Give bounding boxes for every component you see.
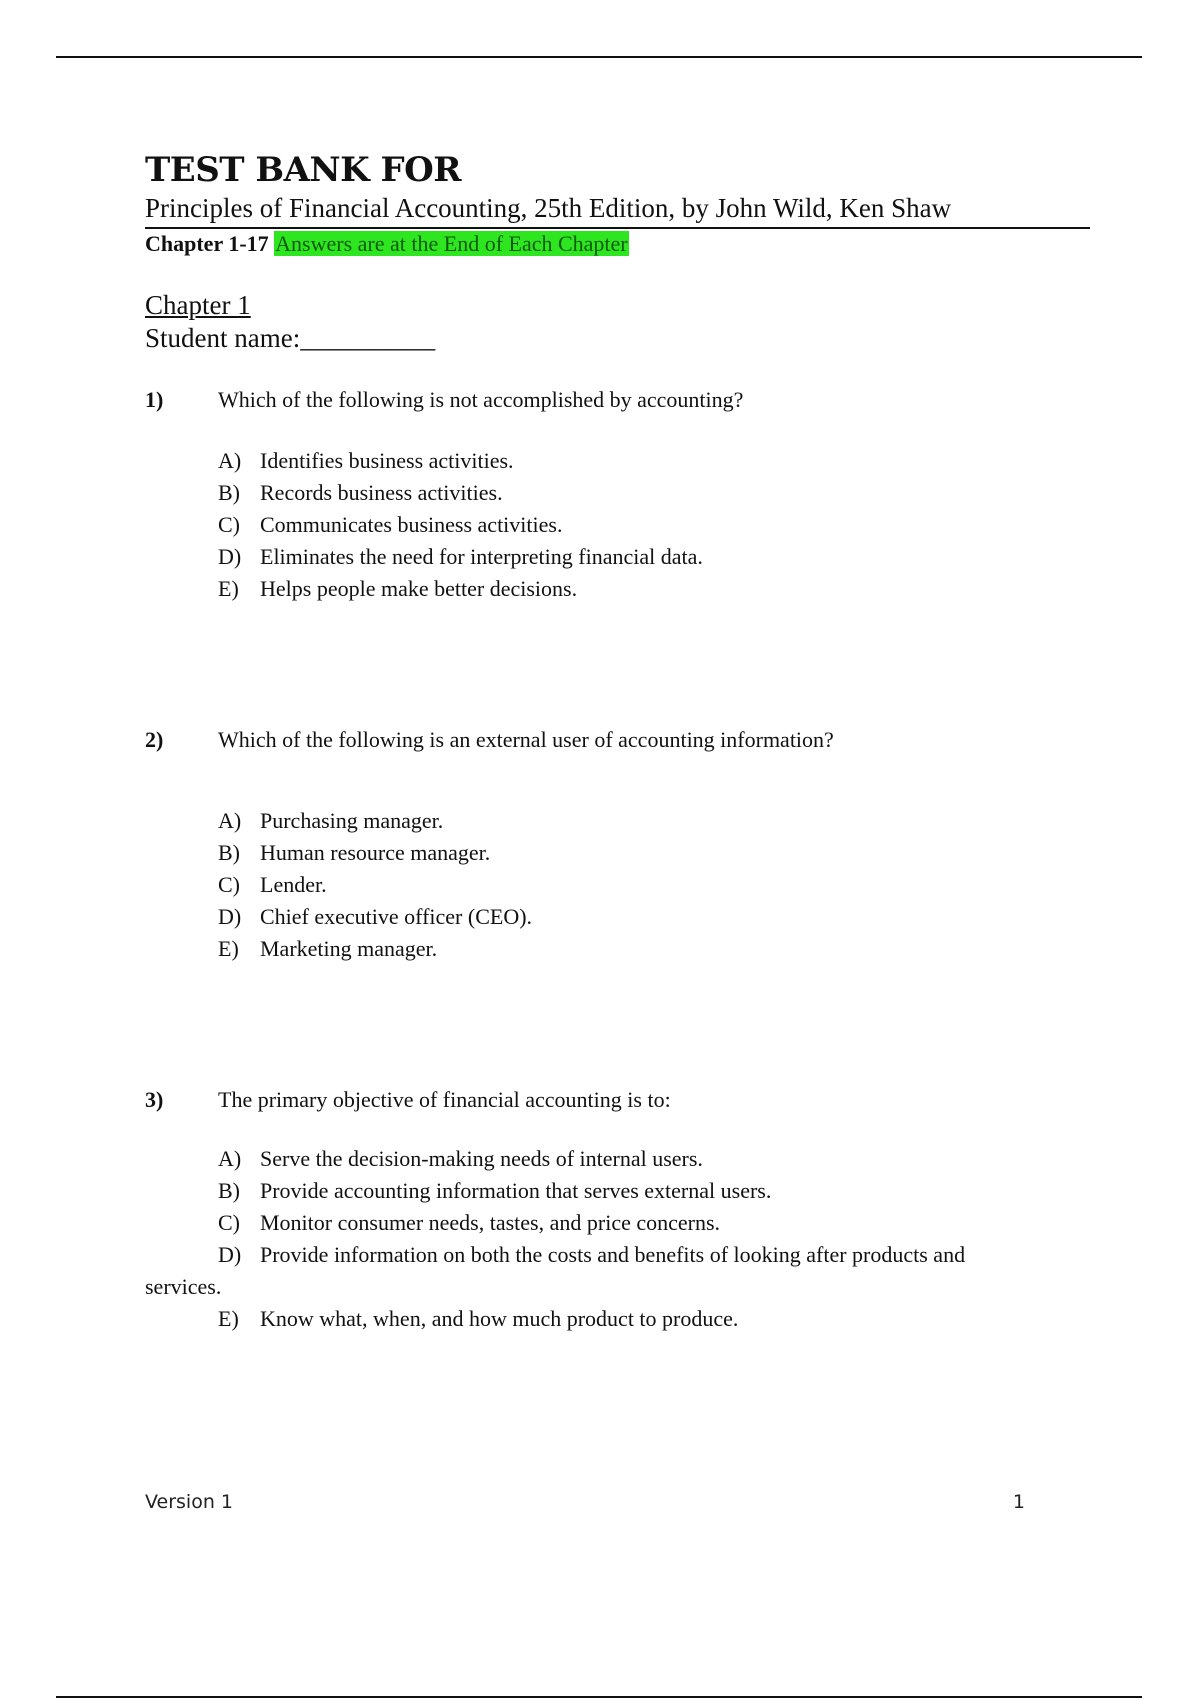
option-letter: E) <box>218 576 239 601</box>
option-letter: C) <box>218 1210 240 1235</box>
question-2 <box>145 725 1090 965</box>
option-letter: C) <box>218 512 240 537</box>
option-d <box>145 1239 1090 1271</box>
option-text: Provide information on both the costs and benefits of looking after products and <box>260 1242 966 1267</box>
student-name-line: Student name:__________ <box>145 323 436 353</box>
question-text: Which of the following is not accomplished by accounting? <box>218 387 744 412</box>
option-letter: B) <box>218 480 240 505</box>
question-number: 3) <box>145 1087 164 1112</box>
option-a <box>145 445 1090 477</box>
option-text: Helps people make better decisions. <box>260 576 578 601</box>
option-letter: B) <box>218 1178 240 1203</box>
option-e <box>145 933 1090 965</box>
option-a <box>145 1143 1090 1175</box>
option-b <box>145 1175 1090 1207</box>
option-letter: A) <box>218 808 242 833</box>
option-c <box>145 1207 1090 1239</box>
option-text: Serve the decision-making needs of internal users. <box>260 1146 703 1171</box>
option-e <box>145 573 1090 605</box>
page-number: 1 <box>1012 1491 1025 1513</box>
option-letter: A) <box>218 1146 242 1171</box>
document-page <box>145 150 1090 1331</box>
answer-options <box>145 1143 1090 1335</box>
option-c <box>145 869 1090 901</box>
option-text: Records business activities. <box>260 480 503 505</box>
option-c <box>145 509 1090 541</box>
chapter-heading: Chapter 1 <box>145 290 251 320</box>
option-letter: D) <box>218 904 242 929</box>
option-letter: A) <box>218 448 242 473</box>
answers-note-highlight: Answers are at the End of Each Chapter <box>275 231 628 256</box>
option-letter: E) <box>218 1306 239 1331</box>
question-number: 2) <box>145 727 164 752</box>
answer-options <box>145 445 1090 605</box>
chapter-range-line <box>145 229 1090 259</box>
option-letter: E) <box>218 936 239 961</box>
document-subtitle: Principles of Financial Accounting, 25th Edition, by John Wild, Ken Shaw <box>145 190 1090 229</box>
option-d <box>145 541 1090 573</box>
question-3 <box>145 1085 1090 1335</box>
option-b <box>145 837 1090 869</box>
option-text: Monitor consumer needs, tastes, and price concerns. <box>260 1210 721 1235</box>
option-text: Identifies business activities. <box>260 448 514 473</box>
option-letter: D) <box>218 544 242 569</box>
option-b <box>145 477 1090 509</box>
option-letter: B) <box>218 840 240 865</box>
bottom-rule <box>56 1696 1142 1698</box>
option-text: Communicates business activities. <box>260 512 563 537</box>
option-text: Human resource manager. <box>260 840 491 865</box>
option-text: Know what, when, and how much product to produce. <box>260 1306 739 1331</box>
question-number: 1) <box>145 387 164 412</box>
option-text: Provide accounting information that serves external users. <box>260 1178 772 1203</box>
option-d <box>145 901 1090 933</box>
document-title: TEST BANK FOR <box>145 150 462 190</box>
option-continuation: services. <box>145 1274 222 1299</box>
option-e <box>145 1303 1090 1335</box>
option-text: Purchasing manager. <box>260 808 444 833</box>
answer-options <box>145 805 1090 965</box>
option-letter: C) <box>218 872 240 897</box>
version-label: Version 1 <box>145 1491 233 1513</box>
option-text: Marketing manager. <box>260 936 438 961</box>
chapter-range: Chapter 1-17 <box>145 231 269 256</box>
option-text: Eliminates the need for interpreting financial data. <box>260 544 703 569</box>
question-text: Which of the following is an external user of accounting information? <box>218 727 834 752</box>
question-text: The primary objective of financial accounting is to: <box>218 1087 671 1112</box>
page-footer <box>145 1490 1025 1514</box>
option-text: Chief executive officer (CEO). <box>260 904 533 929</box>
option-letter: D) <box>218 1242 242 1267</box>
top-rule <box>56 56 1142 58</box>
question-1 <box>145 385 1090 605</box>
option-a <box>145 805 1090 837</box>
option-text: Lender. <box>260 872 327 897</box>
